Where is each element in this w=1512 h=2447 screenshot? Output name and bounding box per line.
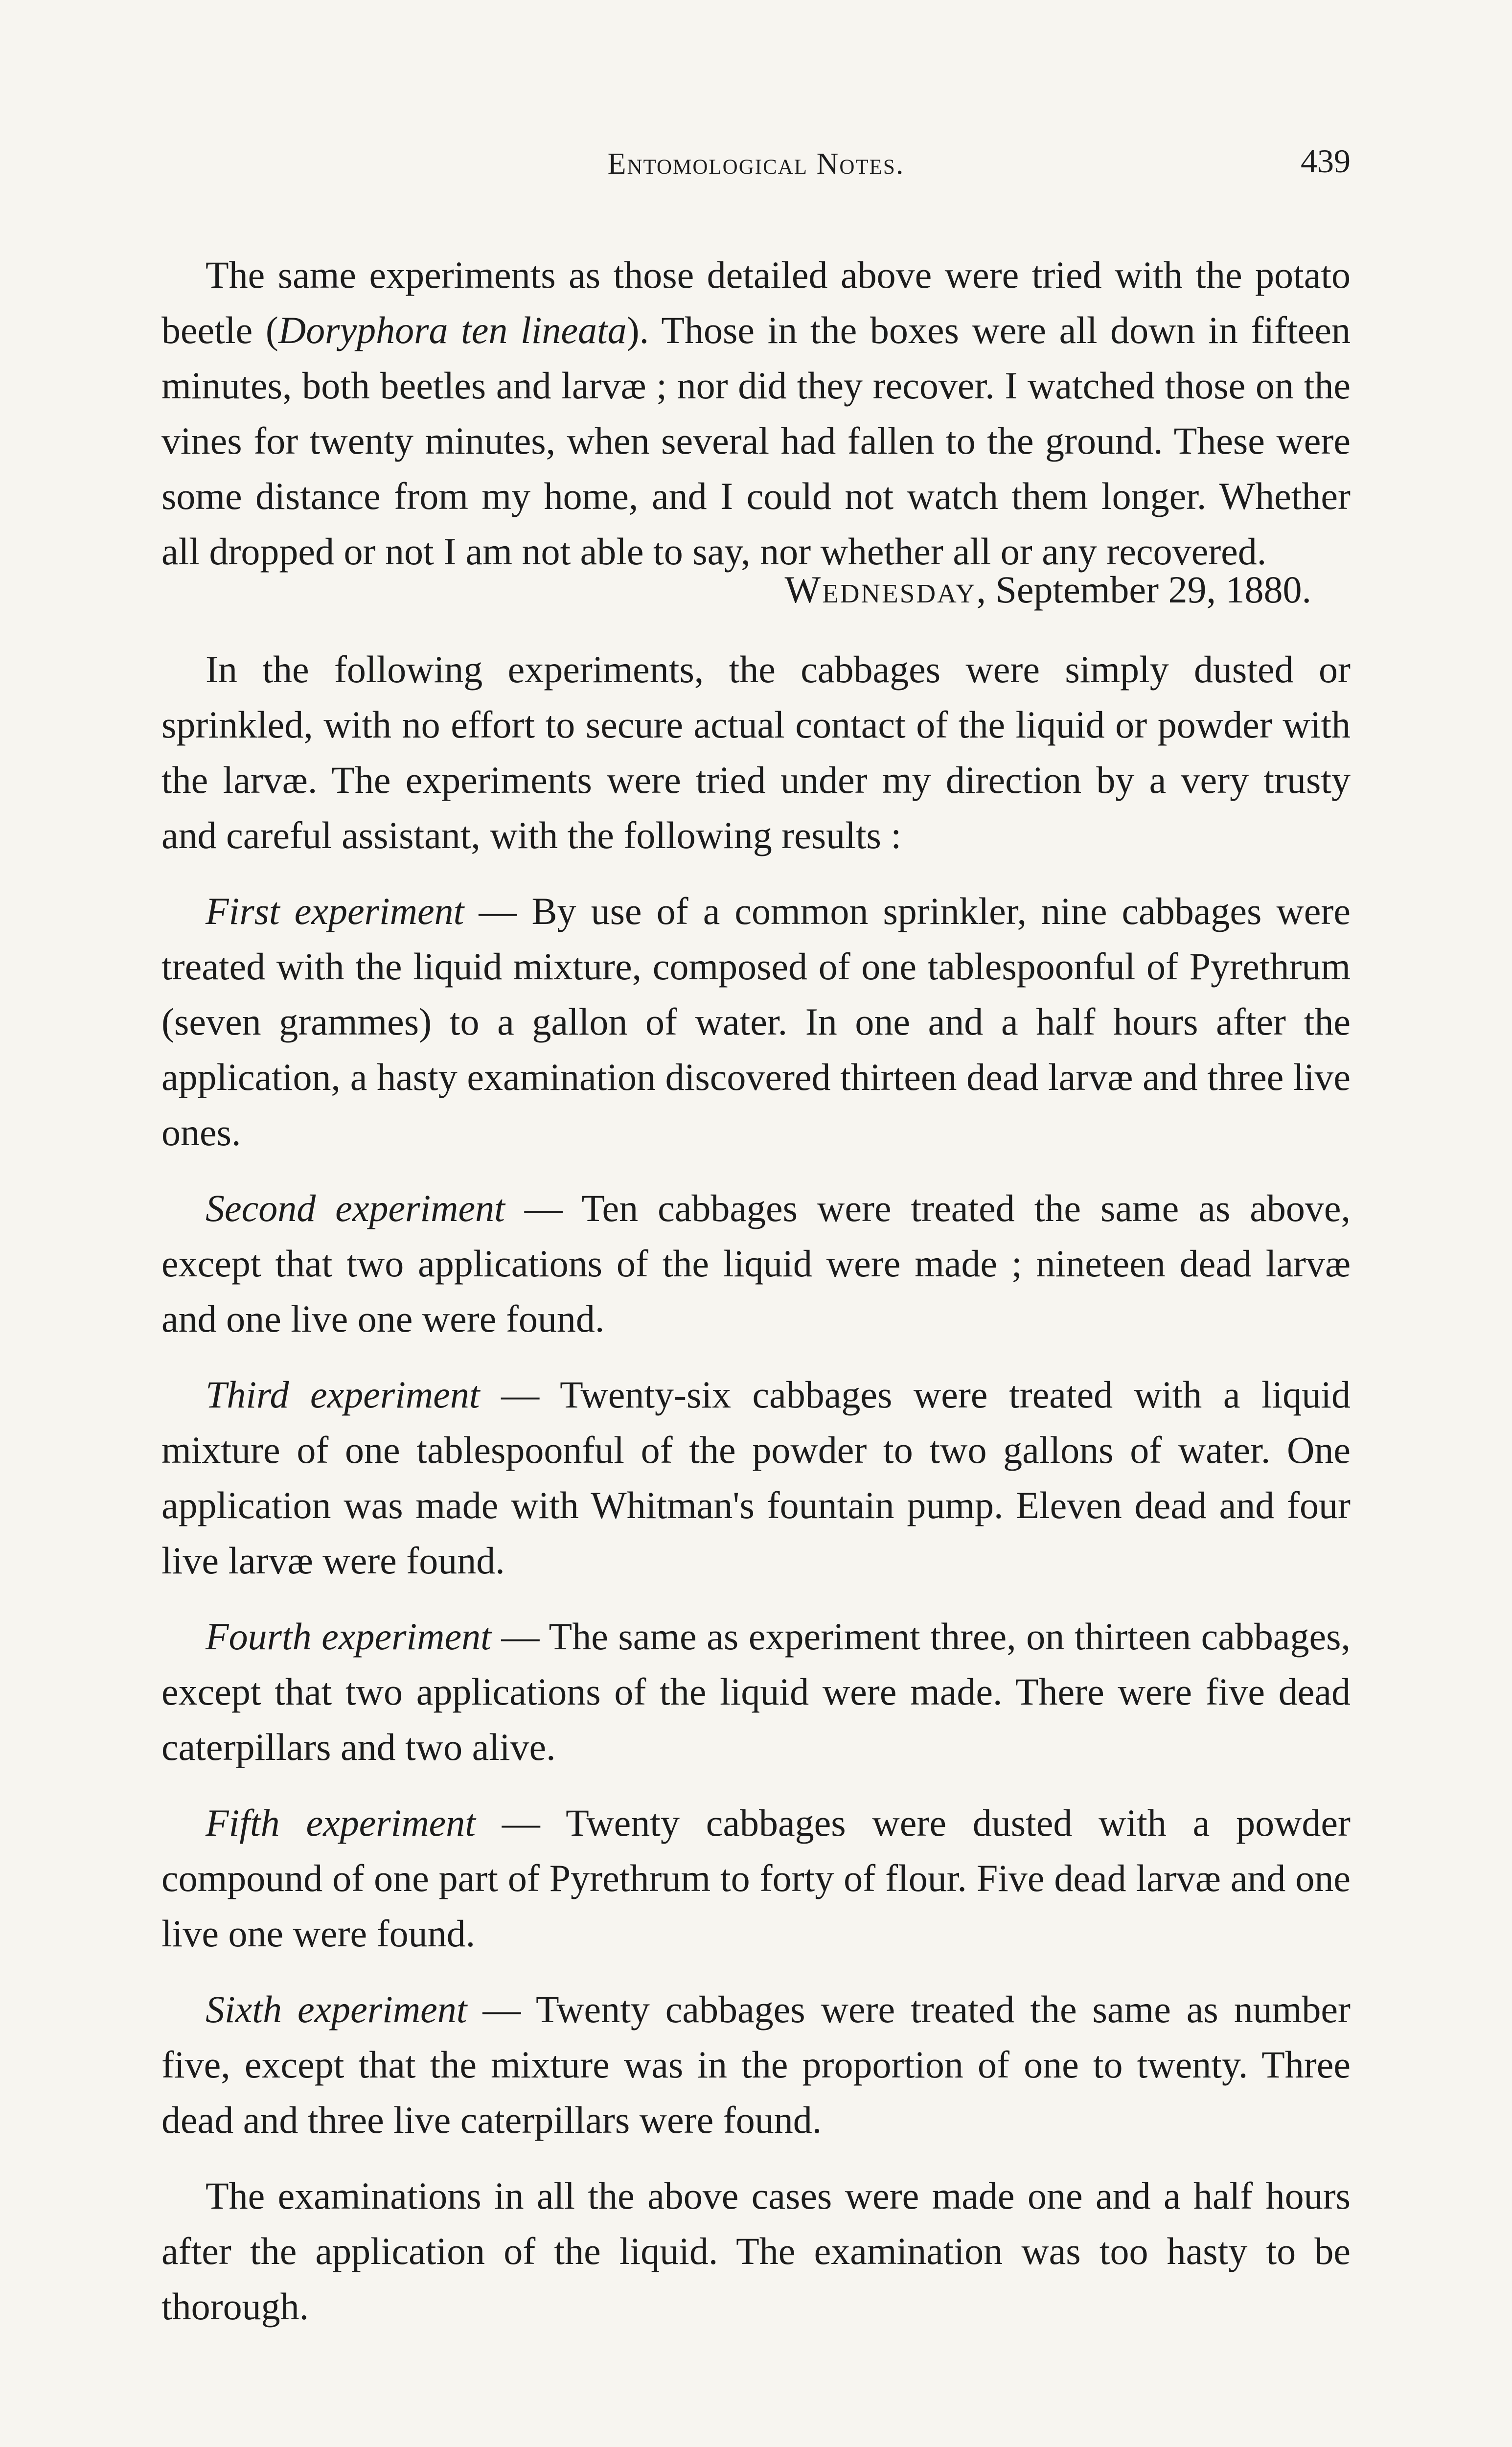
experiment-text: — Ten cabbages were treated the same as above, except that two applications of the liquid were made ; nineteen dead larvæ and one live one were found.	[161, 1187, 1351, 1340]
paragraph-intro: In the following experiments, the cabbages were simply dusted or sprinkled, with no effort to secure actual contact of the liquid or powder with the larvæ. The experiments were tried under my direction by a very trusty and careful assistant, with the following results :	[161, 648, 1351, 856]
experiment-label: First experiment	[206, 890, 464, 932]
paragraph-experiment-6	[161, 1982, 1351, 2147]
paragraph-text: The same experiments as those detailed above were tried with the potato beetle (	[161, 254, 1351, 351]
paragraph-experiment-5	[161, 1795, 1351, 1961]
paragraph-experiment-2	[161, 1180, 1351, 1346]
experiment-label: Second experiment	[206, 1187, 505, 1229]
running-head: Entomological Notes.	[607, 147, 905, 181]
experiment-text: — Twenty-six cabbages were treated with a liquid mixture of one tablespoonful of the powder to two gallons of water. One application was made with Whitman's fountain pump. Eleven dead and four live larvæ were found.	[161, 1373, 1351, 1582]
experiment-text: — The same as experiment three, on thirteen cabbages, except that two applications of the liquid were made. There were five dead caterpillars and two alive.	[161, 1615, 1351, 1768]
experiment-text: — By use of a common sprinkler, nine cabbages were treated with the liquid mixture, composed of one tablespoonful of Pyrethrum (seven grammes) to a gallon of water. In one and a half hours after the application, a hasty examination discovered thirteen dead larvæ and three live ones.	[161, 890, 1351, 1154]
page-number: 439	[1301, 142, 1351, 180]
paragraph-text: ). Those in the boxes were all down in fifteen minutes, both beetles and larvæ ; nor did they recover. I watched those on the vines for twenty minutes, when several had fallen to the ground. These were some distance from my home, and I could not watch them longer. Whether all dropped or not I am not able to say, nor whether all or any recovered.	[161, 309, 1351, 573]
species-name: Doryphora ten lineata	[278, 309, 627, 351]
experiment-label: Fifth experiment	[206, 1801, 476, 1844]
paragraph-experiment-4	[161, 1609, 1351, 1775]
date-day: Wednesday	[784, 568, 977, 611]
paragraph-experiment-1	[161, 883, 1351, 1160]
experiment-label: Fourth experiment	[206, 1615, 491, 1658]
body-text	[161, 247, 1351, 2334]
paragraph-potato-beetle	[161, 247, 1351, 579]
page-header	[161, 142, 1351, 201]
experiment-label: Third experiment	[206, 1373, 480, 1416]
experiment-text: — Twenty cabbages were treated the same as number five, except that the mixture was in the proportion of one to twenty. Three dead and three live caterpillars were found.	[161, 1988, 1351, 2141]
experiment-label: Sixth experiment	[206, 1988, 467, 2031]
paragraph-conclusion: The examinations in all the above cases were made one and a half hours after the application of the liquid. The examination was too hasty to be thorough.	[161, 2174, 1351, 2328]
date-rest: , September 29, 1880.	[976, 568, 1311, 611]
paragraph-experiment-3	[161, 1367, 1351, 1588]
experiment-text: — Twenty cabbages were dusted with a powder compound of one part of Pyrethrum to forty of flour. Five dead larvæ and one live one were found.	[161, 1801, 1351, 1955]
